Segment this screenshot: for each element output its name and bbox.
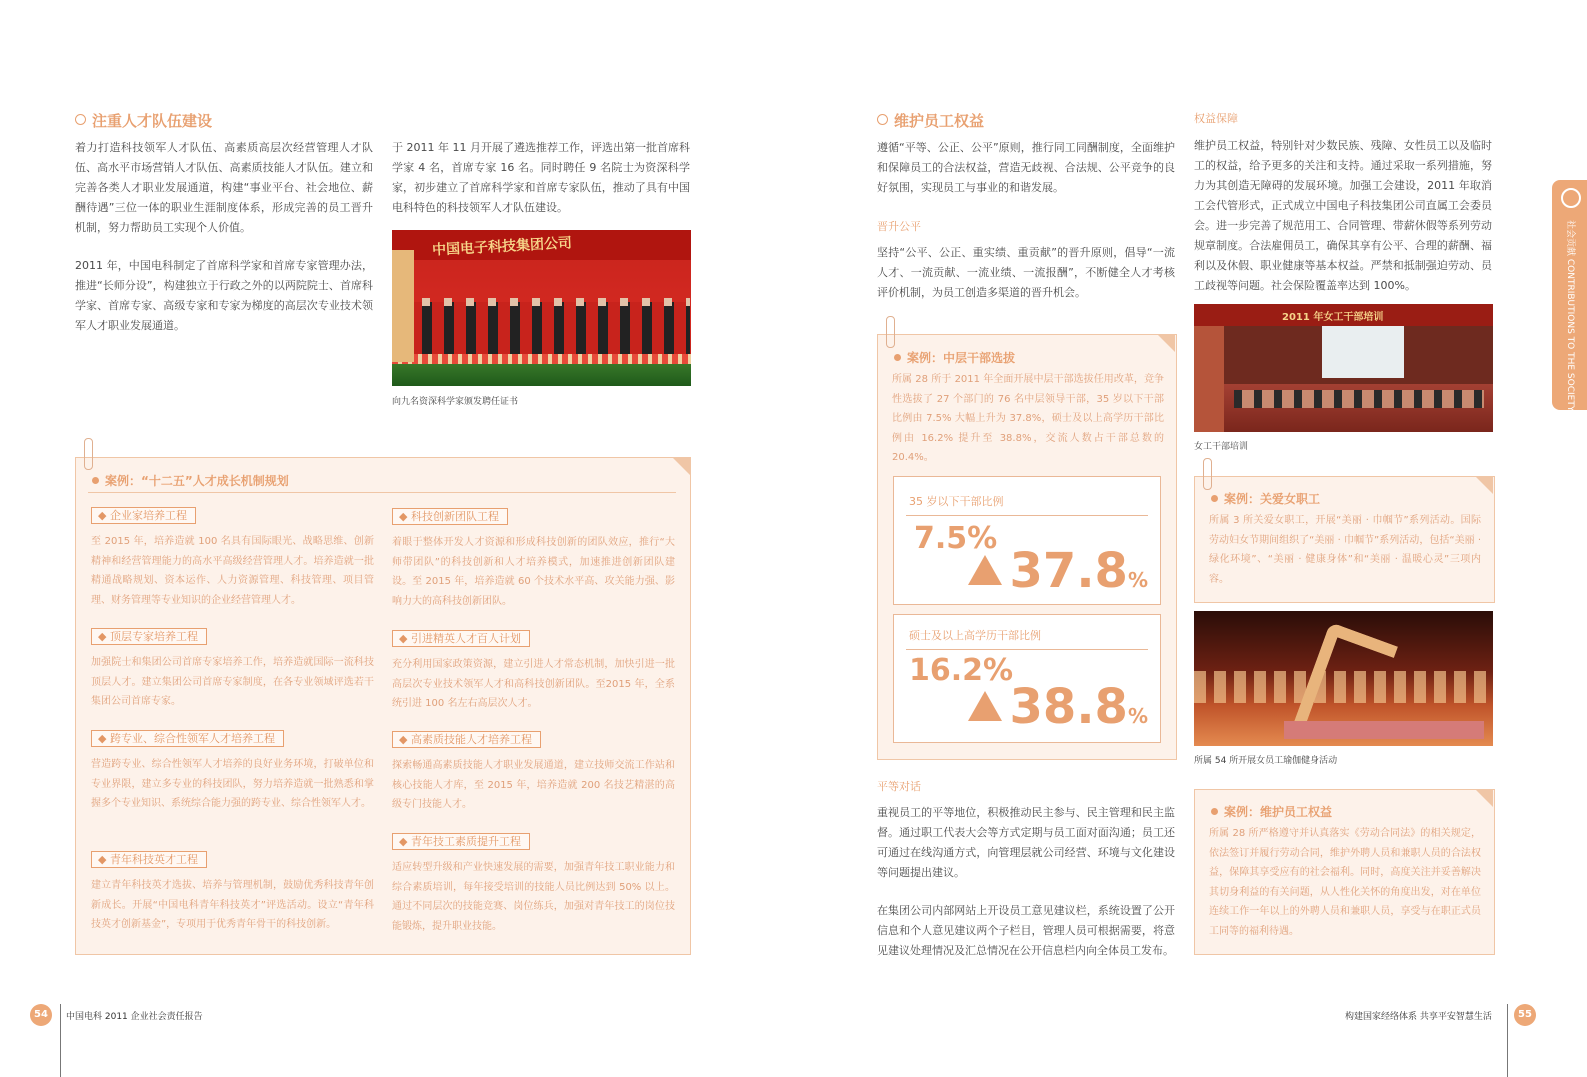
section-side-tab: [1552, 180, 1587, 410]
protection-text: 维护员工权益，特别针对少数民族、残障、女性员工以及临时工的权益，给予更多的关注和支持。通过采取一系列措施，努力为其创造无障碍的发展环境。加强工会建设，2011 年取消工会代管形式，正式成立中国电子科技集团公司直属工会委员会。进一步完善了规范用工、合同管理、带薪休假等系列劳动规章制度。合法雇佣员工，确保其享有公平、合理的薪酬、福利以及休假、职业健康等基本权益。严禁和抵制强迫劳动、员工歧视等问题。社会保险覆盖率达到 100%。: [1194, 139, 1492, 292]
program-title: ◆ 科技创新团队工程: [392, 508, 508, 525]
program-text: 充分利用国家政策资源，建立引进人才常态机制，加快引进一批高层次专业技术领军人才和高科技创新团队。至2015 年，全系统引进 100 名左右高层次人才。: [392, 659, 675, 709]
program-item: [91, 504, 374, 610]
bullet-icon: [894, 354, 901, 361]
divider: [906, 515, 1148, 516]
promotion-case-title: 案例：中层干部选拔: [894, 349, 1015, 366]
program-title: ◆ 跨专业、综合性领军人才培养工程: [91, 730, 284, 747]
paperclip-icon: [84, 438, 93, 470]
rights-case-text: 所属 28 所严格遵守并认真落实《劳动合同法》的相关规定，依法签订并履行劳动合同，维护外聘人员和兼职人员的合法权益，保障其享受应有的社会福利。同时，高度关注并妥善解决其切身利益的有关问题，从人性化关怀的角度出发，对在单位连续工作一年以上的外聘人员和兼职人员，享受与在职正式员工同等的福利待遇。: [1209, 828, 1481, 937]
footer-report-title: 中国电科 2011 企业社会责任报告: [66, 1012, 203, 1022]
program-title: ◆ 企业家培养工程: [91, 507, 196, 524]
training-photo-caption: 女工干部培训: [1194, 442, 1249, 452]
stat-label: 硕士及以上高学历干部比例: [909, 629, 1041, 642]
page-number-right: 55: [1518, 1009, 1532, 1020]
bullet-icon: [1211, 808, 1218, 815]
female-care-case-title: 案例：关爱女职工: [1211, 490, 1320, 507]
dialogue-text-1: 重视员工的平等地位，积极推动民主参与、民主管理和民主监督。通过职工代表大会等方式定期与员工面对面沟通；员工还可通过在线沟通方式，向管理层就公司经营、环境与文化建设等问题提出建议。: [877, 806, 1175, 879]
program-item: [91, 625, 374, 712]
program-item: [91, 848, 374, 935]
promotion-case-text: 所属 28 所于 2011 年全面开展中层干部选拔任用改革，竞争性选拔了 27 个部门的 76 名中层领导干部，35 岁以下干部比例由 7.5% 大幅上升为 37.8%，硕士及以上高学历干部比例由 16.2% 提升至 38.8%，交流人数占干部总数的 20.4%。: [892, 374, 1164, 463]
talent-case-title: 案例：“十二五”人才成长机制规划: [92, 472, 289, 489]
program-text: 适应转型升级和产业快速发展的需要，加强青年技工职业能力和综合素质培训，每年接受培训的技能人员比例达到 50% 以上。通过不同层次的技能竞赛、岗位练兵，加强对青年技工的岗位技能锻炼，提升职业技能。: [392, 862, 675, 932]
footer-slogan: 构建国家经络体系 共享平安智慧生活: [1345, 1012, 1492, 1022]
subheading-dialogue: 平等对话: [877, 780, 921, 793]
program-item: [392, 505, 675, 611]
bullet-icon: [92, 477, 99, 484]
up-triangle-icon: [968, 555, 1002, 585]
yoga-activity-photo: [1194, 611, 1493, 746]
program-title: ◆ 高素质技能人才培养工程: [392, 731, 541, 748]
footer-rule: [1507, 1004, 1508, 1077]
subheading-promotion: 晋升公平: [877, 220, 921, 233]
program-item: [392, 627, 675, 714]
program-item: [392, 728, 675, 815]
flower-icon: [1561, 188, 1581, 208]
divider: [906, 649, 1148, 650]
paperclip-icon: [886, 316, 895, 348]
section-title-rights: 维护员工权益: [877, 110, 984, 131]
up-triangle-icon: [968, 691, 1002, 721]
program-title: ◆ 青年科技英才工程: [91, 851, 207, 868]
female-care-case-text: 所属 3 所关爱女职工，开展“美丽 · 巾帼节”系列活动。国际劳动妇女节期间组织了“美丽 · 巾帼节”系列活动，包括“美丽 · 绿化环境”、“美丽 · 健康身体”和“美丽 · 温暖心灵”三项内容。: [1209, 515, 1481, 585]
bullet-icon: [1211, 495, 1218, 502]
promotion-text: 坚持“公平、公正、重实绩、重贡献”的晋升原则，倡导“一流人才、一流贡献、一流业绩、一流报酬”，不断健全人才考核评价机制，为员工创造多渠道的晋升机会。: [877, 246, 1175, 299]
photo-banner-text: 中国电子科技集团公司: [431, 235, 573, 259]
program-title: ◆ 引进精英人才百人计划: [392, 630, 530, 647]
page-number-left: 54: [34, 1009, 48, 1020]
program-title: ◆ 青年技工素质提升工程: [392, 833, 530, 850]
page-fold-corner: [1475, 789, 1493, 807]
stat-label: 35 岁以下干部比例: [909, 495, 1004, 508]
dialogue-text-2: 在集团公司内部网站上开设员工意见建议栏，系统设置了公开信息和个人意见建议两个子栏目，管理人员可根据需要，将意见建议处理情况及汇总情况在公开信息栏内向全体员工发布。: [877, 904, 1175, 957]
program-text: 营造跨专业、综合性领军人才培养的良好业务环境，打破单位和专业界限，建立多专业的科技团队，努力培养造就一批熟悉和掌握多个专业知识、系统综合能力强的跨专业、综合性领军人才。: [91, 759, 374, 809]
stat-old-value: 7.5%: [914, 521, 998, 556]
program-item: [91, 727, 374, 814]
talent-para-1: 着力打造科技领军人才队伍、高素质高层次经营管理人才队伍、高水平市场营销人才队伍、高素质技能人才队伍。建立和完善各类人才职业发展通道，构建“事业平台、社会地位、薪酬待遇”三位一体的职业生涯制度体系，形成完善的员工晋升机制，努力帮助员工实现个人价值。: [75, 141, 373, 234]
page-fold-corner: [672, 457, 690, 475]
award-ceremony-photo: [392, 230, 691, 386]
footer-rule: [60, 1004, 61, 1077]
rights-case-title: 案例：维护员工权益: [1211, 803, 1332, 820]
side-tab-text: 社会贡献 CONTRIBUTIONS TO THE SOCIETY: [1565, 220, 1575, 412]
paperclip-icon: [1203, 458, 1212, 490]
stat-old-value: 16.2%: [909, 653, 1014, 688]
program-text: 探索畅通高素质技能人才职业发展通道，建立技师交流工作站和核心技能人才库，至 2015 年，培养造就 200 名技艺精湛的高级专门技能人才。: [392, 760, 675, 810]
talent-para-2: 2011 年，中国电科制定了首席科学家和首席专家管理办法，推进“长师分设”，构建独立于行政之外的以两院院士、首席科学家、首席专家、高级专家和专家为梯度的高层次专业技术领军人才职业发展通道。: [75, 259, 373, 332]
award-photo-caption: 向九名资深科学家颁发聘任证书: [392, 397, 519, 407]
program-text: 至 2015 年，培养造就 100 名具有国际眼光、战略思维、创新精神和经营管理能力的高水平高级经营管理人才。培养造就一批精通战略规划、资本运作、人力资源管理、科技管理、项目管理、财务管理等专业知识的企业经营管理人才。: [91, 536, 374, 606]
stat-card-masters: [893, 614, 1161, 743]
program-text: 加强院士和集团公司首席专家培养工作，培养造就国际一流科技顶层人才。建立集团公司首席专家制度，在各专业领域评选若干集团公司首席专家。: [91, 657, 374, 707]
page-fold-corner: [1157, 334, 1175, 352]
circle-icon: [75, 114, 86, 125]
program-item: [392, 830, 675, 936]
program-text: 着眼于整体开发人才资源和形成科技创新的团队效应，推行“大师带团队”的科技创新和人才培养模式，加速推进创新团队建设。至 2015 年，培养造就 60 个技术水平高、攻关能力强、影响力大的高科技创新团队。: [392, 537, 675, 607]
section-title-talent: 注重人才队伍建设: [75, 110, 212, 131]
yoga-photo-caption: 所属 54 所开展女员工瑜伽健身活动: [1194, 756, 1338, 766]
talent-para-3: 于 2011 年 11 月开展了遴选推荐工作，评选出第一批首席科学家 4 名，首席专家 16 名。同时聘任 9 名院士为资深科学家，初步建立了首席科学家和首席专家队伍，推动了具有中国电科特色的科技领军人才队伍建设。: [392, 141, 690, 214]
photo-banner-text: 2011 年女工干部培训: [1282, 312, 1384, 323]
training-meeting-photo: [1194, 304, 1493, 432]
program-title: ◆ 顶层专家培养工程: [91, 628, 207, 645]
stat-new-value: 38.8%: [968, 679, 1148, 735]
program-text: 建立青年科技英才选拔、培养与管理机制，鼓励优秀科技青年创新成长。开展“中国电科青年科技英才”评选活动。设立“青年科技英才创新基金”，专项用于优秀青年骨干的科技创新。: [91, 880, 374, 930]
circle-icon: [877, 114, 888, 125]
subheading-protection: 权益保障: [1194, 112, 1238, 125]
rights-intro: 遵循“平等、公正、公平”原则，推行同工同酬制度，全面维护和保障员工的合法权益，营造无歧视、合法规、公平竞争的良好氛围，实现员工与事业的和谐发展。: [877, 141, 1175, 194]
page-fold-corner: [1475, 476, 1493, 494]
stat-card-under35: [893, 476, 1161, 605]
divider: [88, 492, 676, 493]
stat-new-value: 37.8%: [968, 543, 1148, 599]
